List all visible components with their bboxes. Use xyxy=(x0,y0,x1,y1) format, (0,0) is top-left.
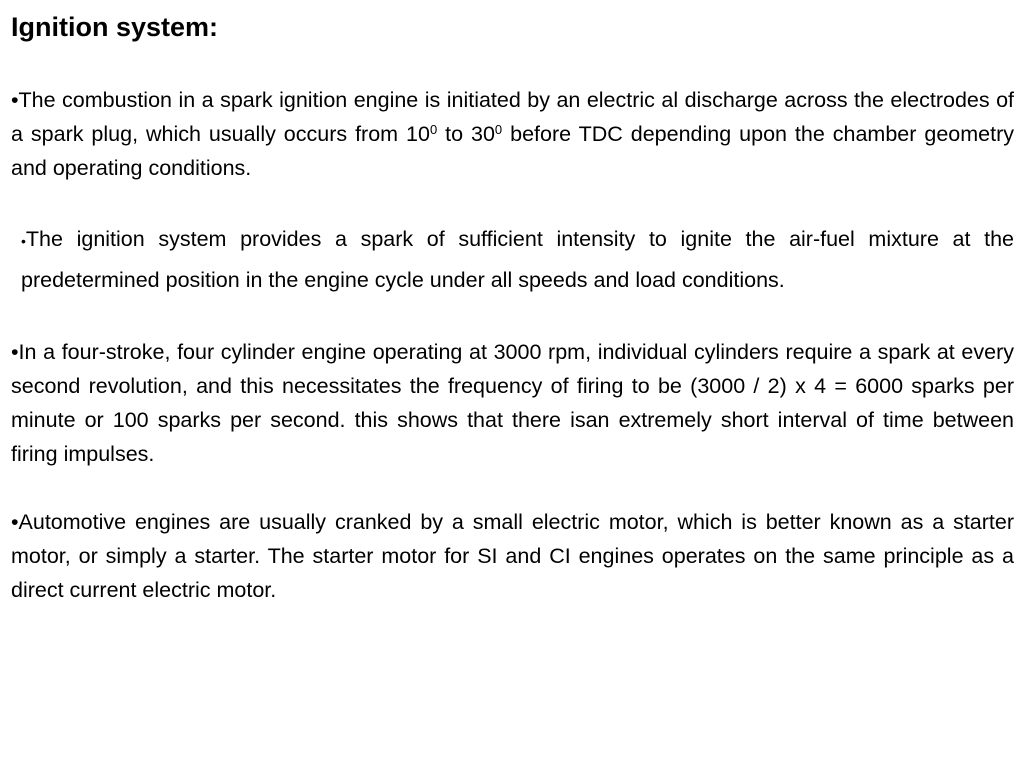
paragraph-text: to 30 xyxy=(437,122,495,146)
bullet: • xyxy=(11,510,19,534)
paragraph-starter-motor xyxy=(11,505,1014,607)
paragraph-ignition-purpose xyxy=(21,220,1014,299)
paragraph-text: In a four-stroke, four cylinder engine operating at 3000 rpm, individual cylinders require a spark at every second revolution, and this necessitates the frequency of firing to be (3000 / 2) x 4 = 6000 sparks per minute or 100 sparks per second. this shows that there isan extremely short interval of time between firing impulses. xyxy=(11,340,1014,466)
paragraph-text: The combustion in a spark ignition engine is initiated by an electric al discharge across the electrodes of a spark plug, which usually occurs from 10 xyxy=(11,88,1014,146)
bullet: • xyxy=(11,340,19,364)
paragraph-text: Automotive engines are usually cranked by a small electric motor, which is better known as a starter motor, or simply a starter. The starter motor for SI and CI engines operates on the same principle as a direct current electric motor. xyxy=(11,510,1014,602)
paragraph-text: The ignition system provides a spark of sufficient intensity to ignite the air-fuel mixture at the predetermined position in the engine cycle under all speeds and load conditions. xyxy=(21,227,1014,292)
slide-title: Ignition system: xyxy=(11,12,219,42)
bullet: • xyxy=(11,88,19,112)
paragraph-spark-timing xyxy=(11,83,1014,185)
superscript: 0 xyxy=(429,122,438,137)
paragraph-firing-frequency xyxy=(11,335,1014,471)
paragraph-text: before TDC depending upon the chamber geometry and operating conditions. xyxy=(11,122,1014,180)
bullet: • xyxy=(21,233,26,249)
superscript: 0 xyxy=(494,122,503,137)
